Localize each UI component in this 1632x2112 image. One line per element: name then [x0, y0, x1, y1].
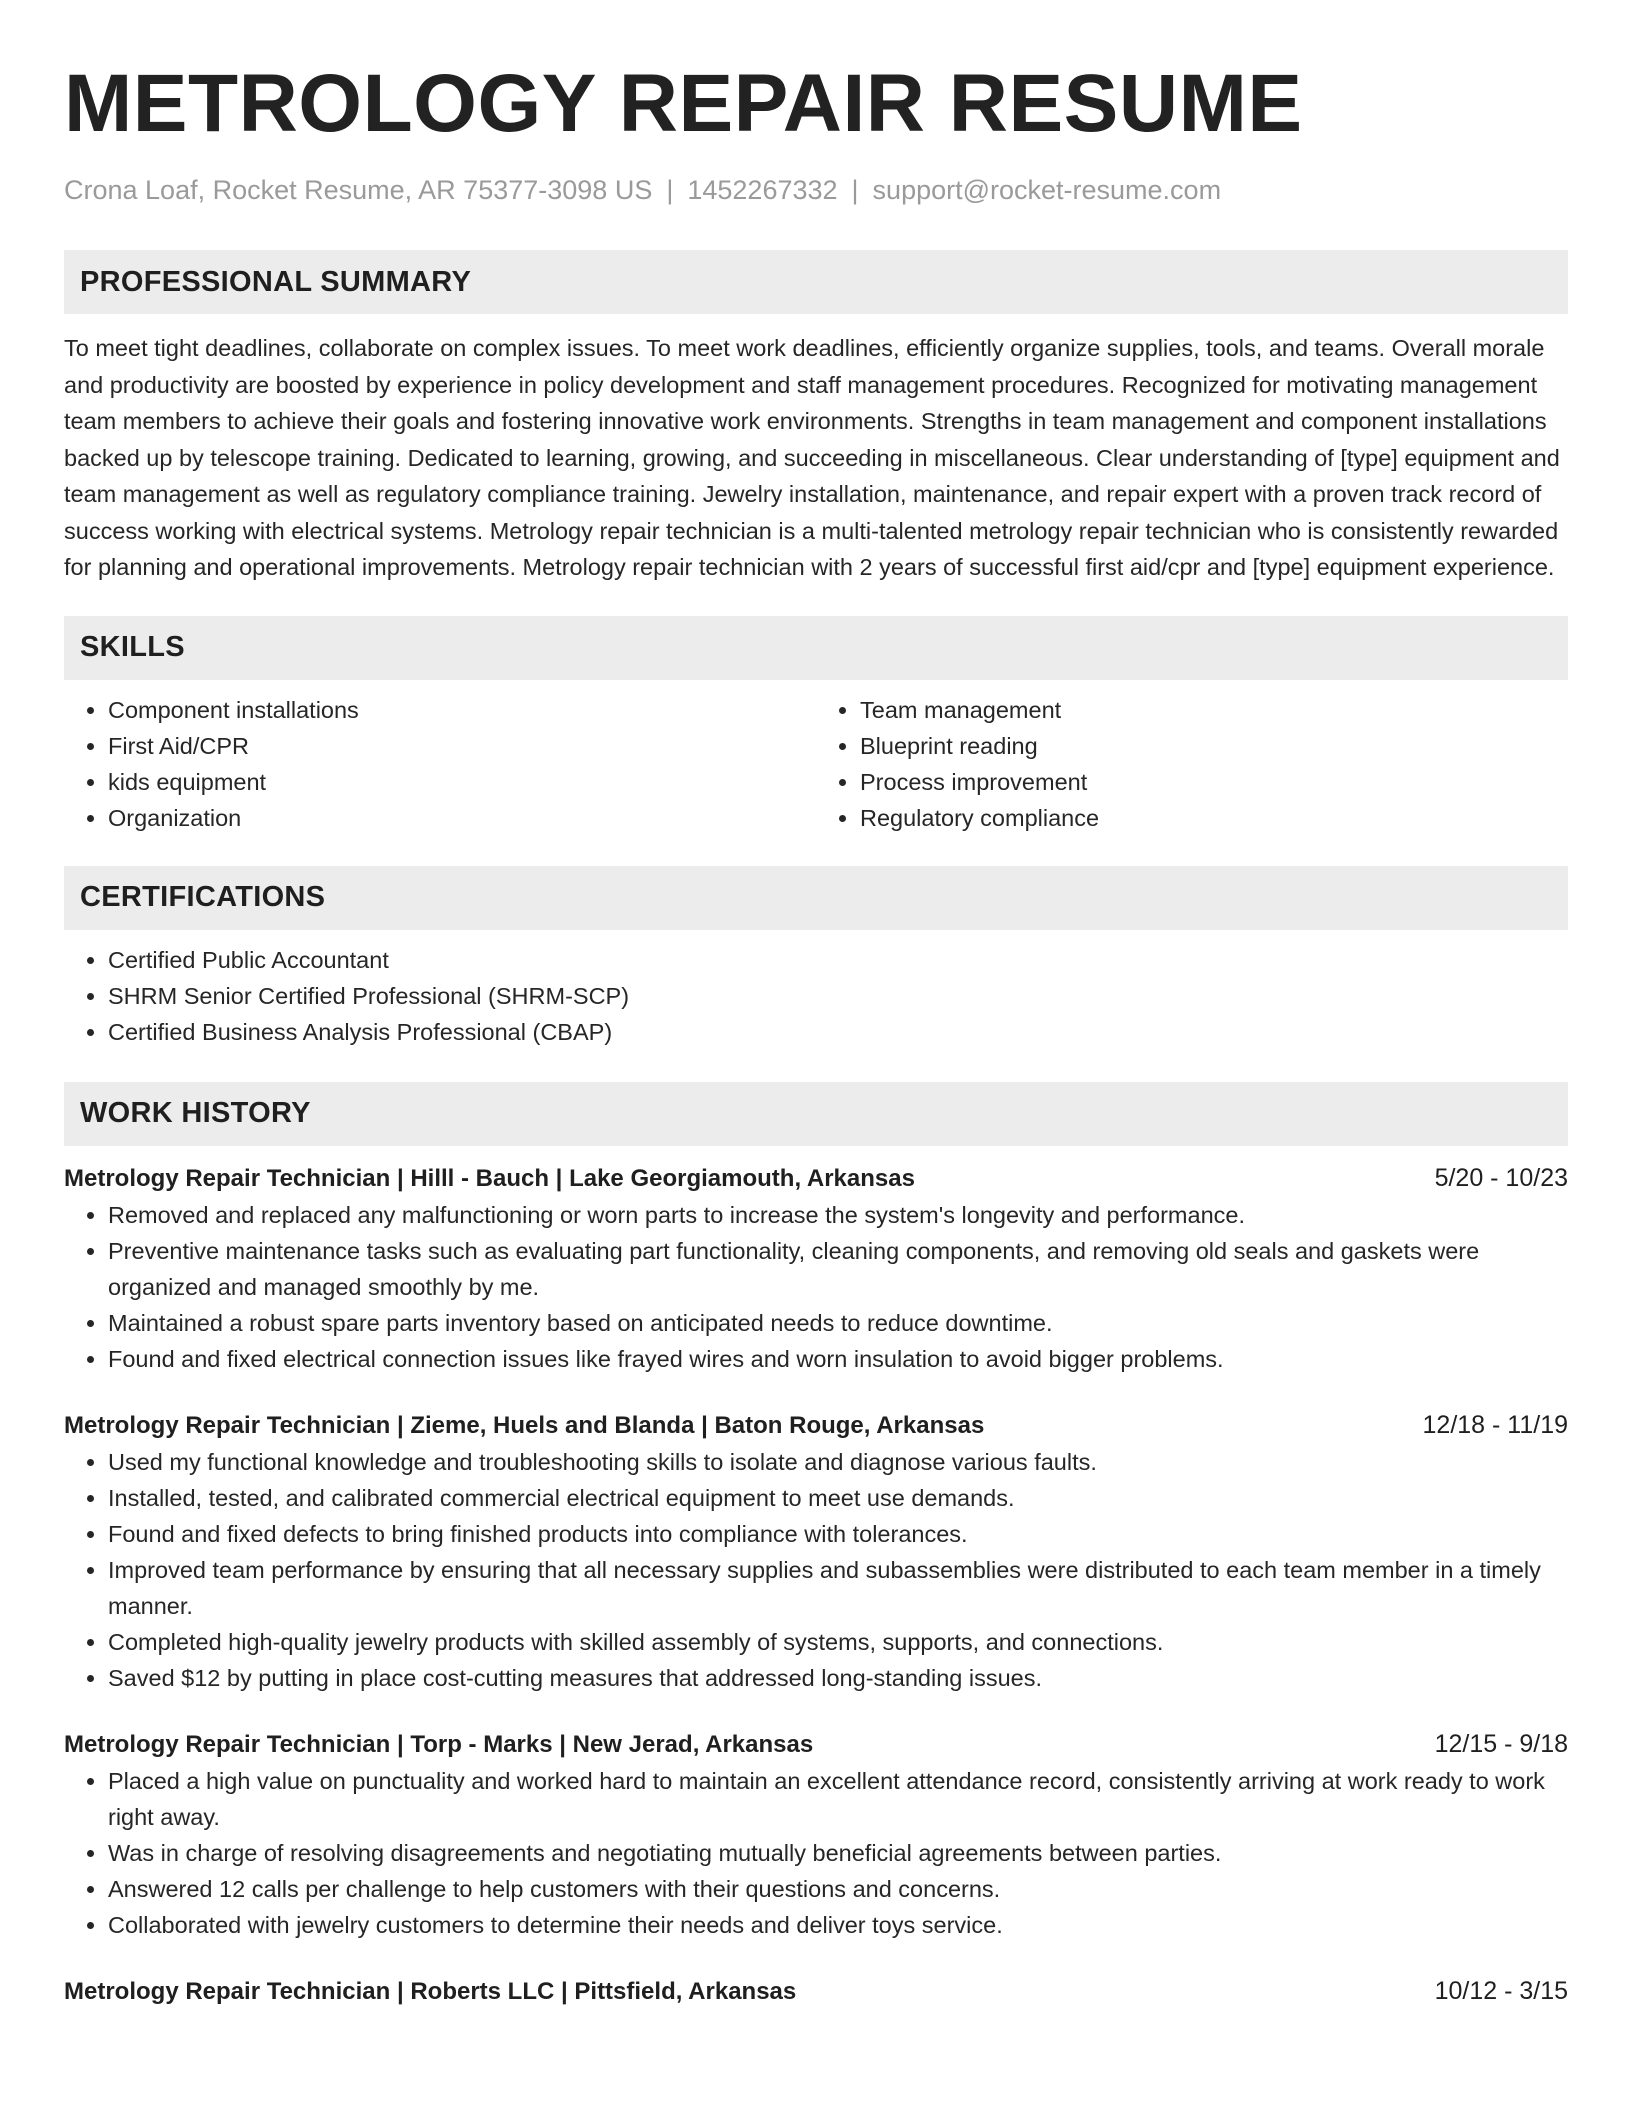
job-dates: 12/15 - 9/18: [1434, 1729, 1568, 1758]
contact-line: [64, 172, 1568, 208]
job-bullet: • Placed a high value on punctuality and worked hard to maintain an excellent attendance record, consistently arriving at work ready to work right away.: [108, 1763, 1568, 1835]
job-bullet: • Preventive maintenance tasks such as evaluating part functionality, cleaning components, and removing old seals and gaskets were organized and managed smoothly by me.: [108, 1233, 1568, 1305]
certifications-list: [64, 942, 1568, 1050]
job-title: Metrology Repair Technician | Hilll - Bauch | Lake Georgiamouth, Arkansas: [64, 1164, 915, 1192]
job-bullet: • Found and fixed defects to bring finished products into compliance with tolerances.: [108, 1516, 1568, 1552]
contact-separator: |: [851, 175, 859, 205]
skill-item: • Blueprint reading: [860, 728, 1568, 764]
skill-item: • Regulatory compliance: [860, 800, 1568, 836]
job-header: [64, 1160, 1568, 1197]
job-entry: [64, 1407, 1568, 1696]
job-bullet: • Collaborated with jewelry customers to determine their needs and deliver toys service.: [108, 1907, 1568, 1943]
skill-item: • Team management: [860, 692, 1568, 728]
section-header-summary: PROFESSIONAL SUMMARY: [64, 250, 1568, 314]
certification-item: • Certified Public Accountant: [108, 942, 1568, 978]
skills-column-left: [64, 692, 816, 836]
job-entry: [64, 1160, 1568, 1377]
job-header: [64, 1407, 1568, 1444]
job-entry: [64, 1726, 1568, 1943]
job-bullet: • Saved $12 by putting in place cost-cutting measures that addressed long-standing issues.: [108, 1660, 1568, 1696]
job-title: Metrology Repair Technician | Roberts LLC | Pittsfield, Arkansas: [64, 1977, 797, 2005]
skill-item: • kids equipment: [108, 764, 816, 800]
section-header-work-history: WORK HISTORY: [64, 1082, 1568, 1146]
job-dates: 12/18 - 11/19: [1422, 1410, 1568, 1439]
job-header: [64, 1726, 1568, 1763]
resume-title: METROLOGY REPAIR RESUME: [64, 58, 1303, 149]
job-bullets: [64, 1444, 1568, 1696]
job-bullet: • Answered 12 calls per challenge to help customers with their questions and concerns.: [108, 1871, 1568, 1907]
certification-item: • SHRM Senior Certified Professional (SHRM-SCP): [108, 978, 1568, 1014]
contact-phone: 1452267332: [687, 175, 838, 205]
job-bullets: [64, 1763, 1568, 1943]
job-title: Metrology Repair Technician | Torp - Marks | New Jerad, Arkansas: [64, 1730, 814, 1758]
job-bullet: • Installed, tested, and calibrated commercial electrical equipment to meet use demands.: [108, 1480, 1568, 1516]
job-bullet: • Removed and replaced any malfunctioning or worn parts to increase the system's longevity and performance.: [108, 1197, 1568, 1233]
job-title: Metrology Repair Technician | Zieme, Huels and Blanda | Baton Rouge, Arkansas: [64, 1411, 985, 1439]
skill-item: • Process improvement: [860, 764, 1568, 800]
section-header-skills: SKILLS: [64, 616, 1568, 680]
job-dates: 10/12 - 3/15: [1434, 1976, 1568, 2005]
job-header: [64, 1973, 1568, 2010]
skill-item: • Organization: [108, 800, 816, 836]
section-header-certifications: CERTIFICATIONS: [64, 866, 1568, 930]
contact-email[interactable]: support@rocket-resume.com: [872, 175, 1222, 205]
contact-address: Crona Loaf, Rocket Resume, AR 75377-3098 US: [64, 175, 653, 205]
certification-item: • Certified Business Analysis Professional (CBAP): [108, 1014, 1568, 1050]
job-bullets: [64, 1197, 1568, 1377]
job-bullet: • Found and fixed electrical connection issues like frayed wires and worn insulation to avoid bigger problems.: [108, 1341, 1568, 1377]
skills-column-right: [816, 692, 1568, 836]
contact-separator: |: [666, 175, 674, 205]
job-dates: 5/20 - 10/23: [1434, 1163, 1568, 1192]
job-bullet: • Completed high-quality jewelry products with skilled assembly of systems, supports, and connections.: [108, 1624, 1568, 1660]
skill-item: • Component installations: [108, 692, 816, 728]
job-entry: [64, 1973, 1568, 2010]
skills-list: [64, 692, 1568, 836]
job-bullet: • Used my functional knowledge and troubleshooting skills to isolate and diagnose various faults.: [108, 1444, 1568, 1480]
summary-text: To meet tight deadlines, collaborate on complex issues. To meet work deadlines, efficiently organize supplies, tools, and teams. Overall morale and productivity are boosted by experience in policy development and staff management procedures. Recognized for motivating management team members to achieve their goals and fostering innovative work environments. Strengths in team management and component installations backed up by telescope training. Dedicated to learning, growing, and succeeding in miscellaneous. Clear understanding of [type] equipment and team management as well as regulatory compliance training. Jewelry installation, maintenance, and repair expert with a proven track record of success working with electrical systems. Metrology repair technician is a multi-talented metrology repair technician who is consistently rewarded for planning and operational improvements. Metrology repair technician with 2 years of successful first aid/cpr and [type] equipment experience.: [64, 335, 1560, 580]
job-bullet: • Was in charge of resolving disagreements and negotiating mutually beneficial agreements between parties.: [108, 1835, 1568, 1871]
skill-item: • First Aid/CPR: [108, 728, 816, 764]
job-bullet: • Maintained a robust spare parts inventory based on anticipated needs to reduce downtime.: [108, 1305, 1568, 1341]
job-bullet: • Improved team performance by ensuring that all necessary supplies and subassemblies were distributed to each team member in a timely manner.: [108, 1552, 1568, 1624]
